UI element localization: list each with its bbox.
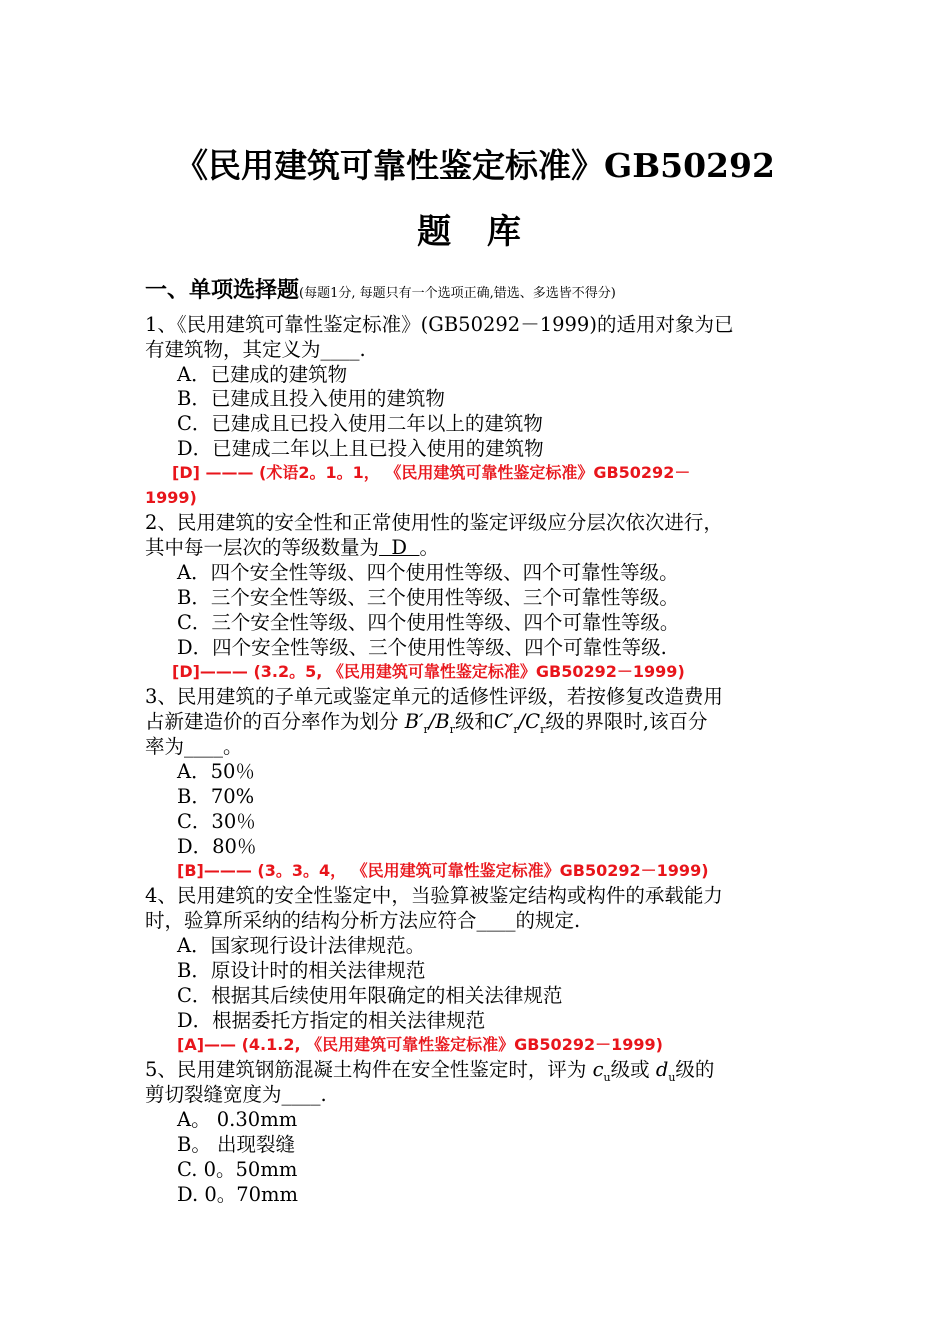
question-5-option-c: C. 0。50mm [177,1158,298,1181]
question-2-line-2 [145,535,439,560]
question-4-option-a: A．国家现行设计法律规范。 [177,934,426,957]
document-title: 《民用建筑可靠性鉴定标准》GB50292 [175,146,775,185]
question-3-line-2-text: 占新建造价的百分率作为划分 [145,710,399,733]
question-2-option-b: B．三个安全性等级、三个使用性等级、三个可靠性等级。 [177,586,679,609]
question-1-option-d: D．已建成二年以上且已投入使用的建筑物 [177,437,544,460]
question-3-answer: [B]——— (3。3。4， 《民用建筑可靠性鉴定标准》GB50292－1999) [177,861,709,880]
question-2-blank: D [379,536,420,559]
symbol-subscript: r [423,722,429,736]
question-3-line-2-mid: 级和 [454,710,494,733]
symbol-subscript: r [513,722,519,736]
question-3-option-a: A．50％ [177,760,255,783]
symbol-subscript: r [540,722,546,736]
question-5-option-a: A。 0.30mm [177,1108,298,1131]
question-3-line-1: 3、民用建筑的子单元或鉴定单元的适修性评级，若按修复改造费用 [145,685,723,708]
document-subtitle: 题 库 [417,212,533,252]
question-2-line-1: 2、民用建筑的安全性和正常使用性的鉴定评级应分层次依次进行， [145,511,723,534]
symbol-slash: / [428,710,436,733]
question-1-answer-cont: 1999) [145,488,197,507]
symbol-d: d [655,1058,669,1081]
question-2-option-c: C．三个安全性等级、四个使用性等级、四个可靠性等级。 [177,611,680,634]
question-1-option-c: C．已建成且已投入使用二年以上的建筑物 [177,412,543,435]
symbol-b-prime: B′ [404,710,424,733]
question-5-option-b: B。 出现裂缝 [177,1133,296,1156]
question-2-option-a: A．四个安全性等级、四个使用性等级、四个可靠性等级。 [177,561,679,584]
question-3-option-d: D．80％ [177,835,257,858]
question-5-line-1-text: 5、民用建筑钢筋混凝土构件在安全性鉴定时，评为 [145,1058,593,1081]
question-2-answer: [D]——— (3.2。5, 《民用建筑可靠性鉴定标准》GB50292－1999) [172,662,685,681]
question-2-line-2-text: 其中每一层次的等级数量为 [145,536,380,559]
question-4-answer: [A]—— (4.1.2, 《民用建筑可靠性鉴定标准》GB50292－1999) [177,1035,663,1054]
question-1-line-1: 1、《民用建筑可靠性鉴定标准》(GB50292－1999)的适用对象为已 [145,313,734,336]
section-heading [145,273,616,304]
symbol-subscript: r [449,722,455,736]
question-1-answer: [D] ——— (术语2。1。1， 《民用建筑可靠性鉴定标准》GB50292－ [172,463,691,482]
question-4-option-b: B．原设计时的相关法律规范 [177,959,426,982]
question-4-line-1: 4、民用建筑的安全性鉴定中，当验算被鉴定结构或构件的承载能力 [145,884,723,907]
question-1-line-2: 有建筑物，其定义为____. [145,338,366,361]
symbol-c-prime: C′ [493,710,514,733]
symbol-c: c [592,1058,604,1081]
question-3-line-3: 率为____。 [145,735,243,758]
question-5-line-2: 剪切裂缝宽度为____. [145,1083,327,1106]
question-5-option-d: D. 0。70mm [177,1183,299,1206]
symbol-subscript: u [603,1070,611,1084]
symbol-slash: / [518,710,526,733]
question-2-option-d: D．四个安全性等级、三个使用性等级、四个可靠性等级. [177,636,667,659]
question-2-line-2-tail: 。 [419,536,439,559]
section-note: (每题1分, 每题只有一个选项正确,错选、多选皆不得分) [299,286,616,301]
question-4-option-d: D．根据委托方指定的相关法律规范 [177,1009,486,1032]
symbol-c: C [525,710,541,733]
question-5-line-1-mid: 级或 [610,1058,656,1081]
question-3-option-c: C．30％ [177,810,256,833]
question-3-option-b: B．70% [177,785,255,808]
question-3-line-2-tail: 级的界限时,该百分 [545,710,708,733]
section-title: 一、单项选择题 [145,278,300,303]
question-4-line-2: 时，验算所采纳的结构分析方法应符合____的规定. [145,909,581,932]
question-4-option-c: C．根据其后续使用年限确定的相关法律规范 [177,984,563,1007]
symbol-b: B [435,710,450,733]
question-1-option-a: A．已建成的建筑物 [177,363,348,386]
question-1-option-b: B．已建成且投入使用的建筑物 [177,387,445,410]
question-5-line-1-tail: 级的 [675,1058,715,1081]
symbol-subscript: u [668,1070,676,1084]
